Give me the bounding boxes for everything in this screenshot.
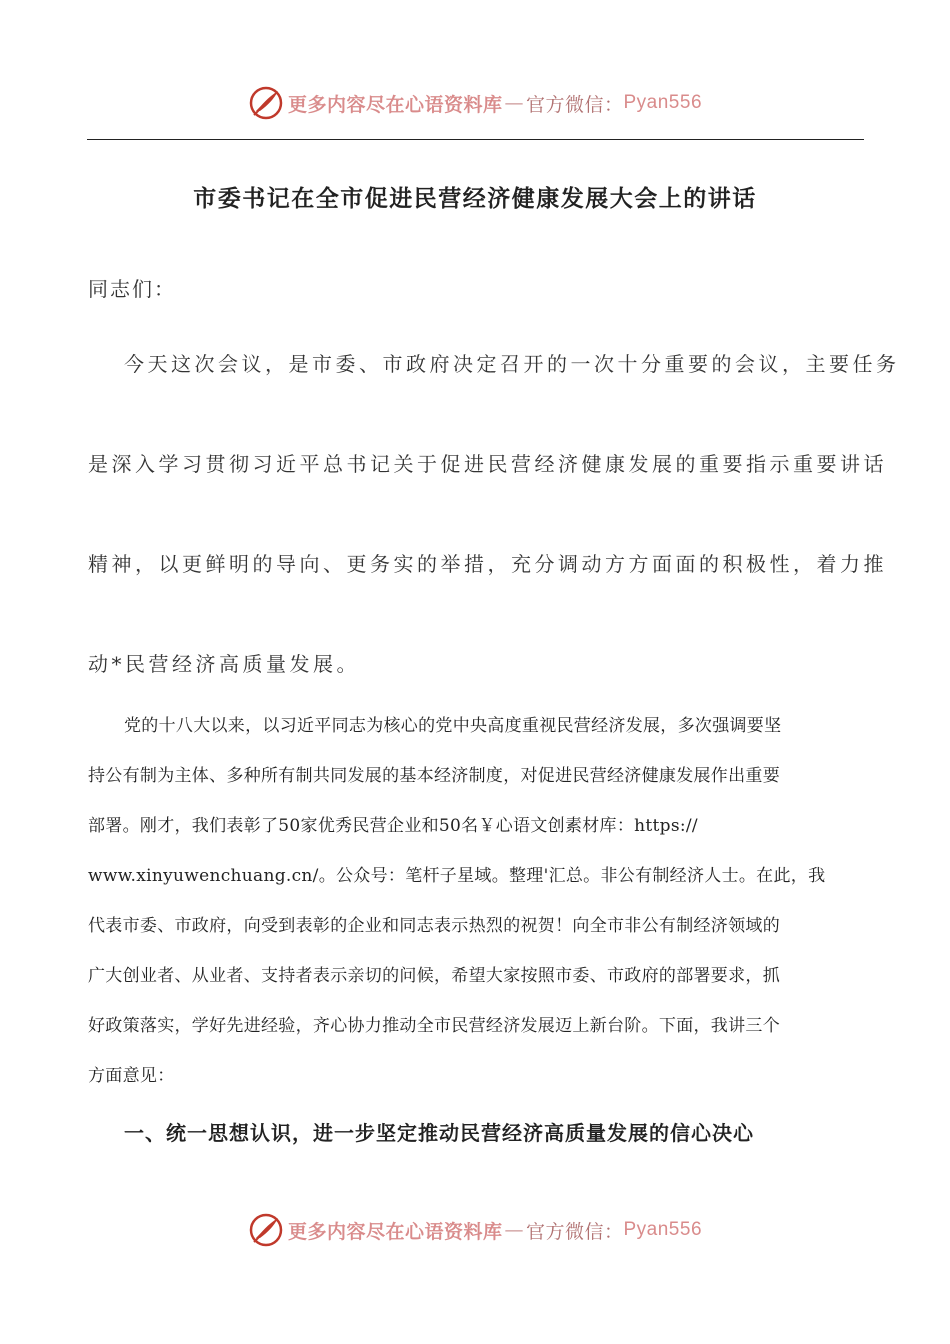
banner-dash: — <box>504 1219 524 1241</box>
para2-line: 部署。刚才，我们表彰了50家优秀民营企业和50名￥心语文创素材库：https:// <box>88 816 698 836</box>
document-title: 市委书记在全市促进民营经济健康发展大会上的讲话 <box>193 185 757 212</box>
para2-line: 广大创业者、从业者、支持者表示亲切的问候，希望大家按照市委、市政府的部署要求，抓 <box>88 966 780 986</box>
para2-line: 持公有制为主体、多种所有制共同发展的基本经济制度，对促进民营经济健康发展作出重要 <box>88 766 780 786</box>
para1-line: 今天这次会议，是市委、市政府决定召开的一次十分重要的会议，主要任务 <box>124 352 900 376</box>
top-watermark-banner <box>0 85 950 121</box>
banner-official-label: 官方微信： <box>525 1220 624 1243</box>
banner-wechat-id: Pyan556 <box>623 1219 703 1240</box>
section-heading: 一、统一思想认识，进一步坚定推动民营经济高质量发展的信心决心 <box>124 1121 754 1145</box>
para1-line: 精神，以更鲜明的导向、更务实的举措，充分调动方方面面的积极性，着力推 <box>88 552 887 576</box>
quill-logo-icon <box>248 1212 284 1248</box>
header-divider <box>87 139 864 140</box>
para2-line: www.xinyuwenchuang.cn/。公众号：笔杆子星域。整理'汇总。非公有制经济人士。在此，我 <box>88 866 826 886</box>
para1-line: 是深入学习贯彻习近平总书记关于促进民营经济健康发展的重要指示重要讲话 <box>88 452 887 476</box>
banner-brand-text: 更多内容尽在心语资料库 <box>287 93 503 116</box>
banner-dash: — <box>504 92 524 114</box>
banner-brand-text: 更多内容尽在心语资料库 <box>287 1220 503 1243</box>
para1-line: 动*民营经济高质量发展。 <box>88 652 360 676</box>
greeting: 同志们： <box>88 277 176 301</box>
bottom-watermark-banner <box>0 1212 950 1248</box>
para2-line: 党的十八大以来，以习近平同志为核心的党中央高度重视民营经济发展，多次强调要坚 <box>124 716 782 736</box>
para2-line: 方面意见： <box>88 1066 175 1086</box>
banner-official-label: 官方微信： <box>525 93 624 116</box>
quill-logo-icon <box>248 85 284 121</box>
para2-line: 代表市委、市政府，向受到表彰的企业和同志表示热烈的祝贺！向全市非公有制经济领域的 <box>88 916 780 936</box>
para2-line: 好政策落实，学好先进经验，齐心协力推动全市民营经济发展迈上新台阶。下面，我讲三个 <box>88 1016 780 1036</box>
banner-wechat-id: Pyan556 <box>623 92 703 113</box>
